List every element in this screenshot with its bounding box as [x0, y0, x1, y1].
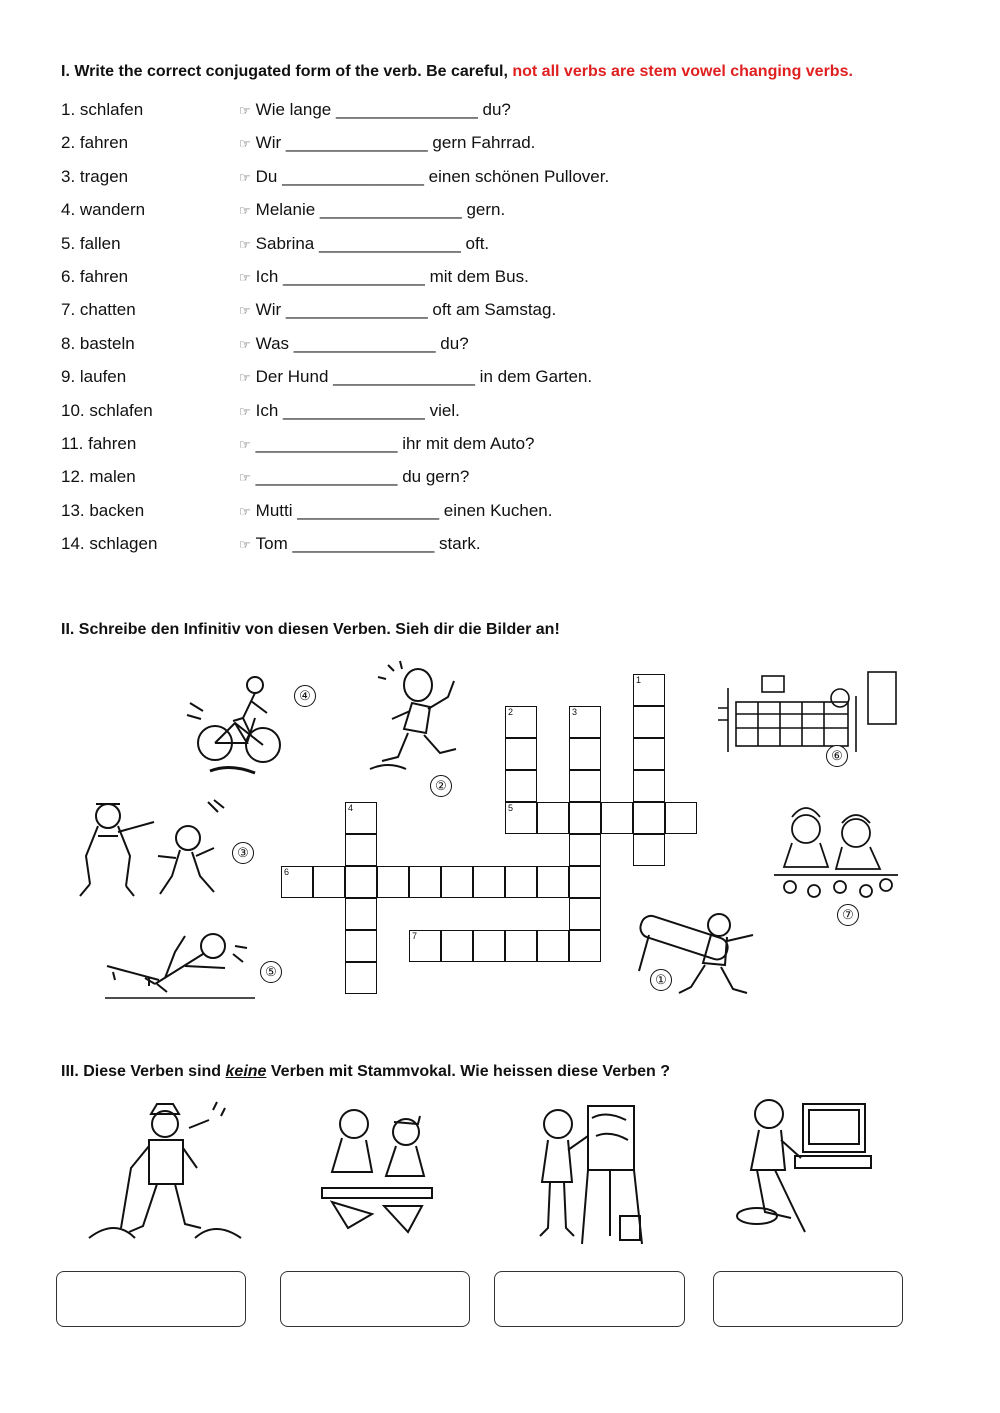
chatting-illustration: [735, 1094, 875, 1246]
crossword-cell[interactable]: [473, 930, 505, 962]
crossword-clue-number: 1: [636, 675, 642, 685]
crossword-cell[interactable]: [441, 930, 473, 962]
crossword-cell[interactable]: [345, 962, 377, 994]
crossword-cell[interactable]: [441, 866, 473, 898]
exercise-sentence[interactable]: Was _______________ du?: [255, 333, 469, 353]
exercise-verb: 3. tragen: [61, 166, 129, 186]
crossword-cell[interactable]: [505, 706, 537, 738]
crossword-cell[interactable]: [345, 866, 377, 898]
exercise-verb: 11. fahren: [61, 434, 137, 453]
section2-heading: [61, 621, 560, 639]
section1-title-warning: not all verbs are stem vowel changing verbs.: [512, 63, 853, 80]
exercise-sentence[interactable]: Tom _______________ stark.: [255, 534, 481, 554]
pointing-hand-icon: ☞: [239, 169, 251, 185]
section3-title-end: Verben mit Stammvokal. Wie heissen diese Verben ?: [266, 1063, 671, 1080]
answer-box-1[interactable]: [56, 1271, 246, 1327]
crafting-illustration: [312, 1102, 442, 1242]
pointing-hand-icon: ☞: [239, 270, 251, 285]
crossword-cell[interactable]: [537, 930, 569, 962]
exercise-sentence[interactable]: _______________ ihr mit dem Auto?: [255, 434, 535, 453]
crossword-cell[interactable]: [281, 866, 313, 898]
hitting-illustration: [68, 796, 228, 901]
answer-box-2[interactable]: [280, 1271, 470, 1327]
exercise-verb: 12. malen: [61, 467, 136, 487]
pointing-hand-icon: ☞: [239, 236, 251, 252]
crossword-cell[interactable]: [569, 706, 601, 738]
crossword-cell[interactable]: [633, 706, 665, 738]
exercise-sentence-wrap: [239, 367, 592, 387]
crossword-cell[interactable]: [633, 674, 665, 706]
exercise-verb: 13. backen: [61, 500, 145, 520]
crossword-cell[interactable]: [505, 930, 537, 962]
exercise-verb: 5. fallen: [61, 233, 121, 253]
sleeping-number: ⑥: [826, 745, 848, 767]
exercise-sentence-wrap: [239, 401, 460, 421]
cyclist-illustration: [185, 673, 290, 783]
exercise-verb: 1. schlafen: [61, 100, 144, 119]
exercise-sentence-wrap: [239, 434, 534, 454]
crossword-cell[interactable]: [377, 866, 409, 898]
pointing-hand-icon: ☞: [239, 136, 251, 152]
crossword-clue-number: 4: [348, 803, 354, 813]
crossword-cell[interactable]: [633, 770, 665, 802]
crossword-clue-number: 7: [412, 931, 418, 941]
exercise-sentence[interactable]: Ich _______________ viel.: [255, 400, 460, 420]
exercise-sentence-wrap: [239, 501, 552, 521]
crossword-cell[interactable]: [345, 834, 377, 866]
pointing-hand-icon: ☞: [239, 403, 251, 419]
exercise-sentence-wrap: [239, 267, 529, 287]
exercise-sentence[interactable]: Wir _______________ gern Fahrrad.: [255, 133, 536, 153]
hiking-illustration: [85, 1098, 245, 1248]
exercise-sentence[interactable]: Der Hund _______________ in dem Garten.: [255, 367, 593, 387]
crossword-cell[interactable]: [345, 930, 377, 962]
baking-number: ⑦: [837, 904, 859, 926]
exercise-verb: 2. fahren: [61, 133, 129, 153]
section1-title: I. Write the correct conjugated form of the verb. Be careful,: [61, 63, 513, 80]
exercise-verb: 8. basteln: [61, 333, 135, 353]
exercise-sentence-wrap: [239, 100, 511, 120]
pointing-hand-icon: ☞: [239, 503, 251, 519]
crossword-cell[interactable]: [409, 866, 441, 898]
answer-box-4[interactable]: [713, 1271, 903, 1327]
exercise-sentence[interactable]: Wir _______________ oft am Samstag.: [255, 300, 557, 320]
crossword-cell[interactable]: [569, 834, 601, 866]
crossword-clue-number: 3: [572, 707, 578, 717]
cyclist-number: ④: [294, 685, 316, 707]
pointing-hand-icon: ☞: [239, 336, 251, 352]
exercise-sentence[interactable]: _______________ du gern?: [255, 467, 470, 487]
crossword-cell[interactable]: [505, 770, 537, 802]
crossword-cell[interactable]: [569, 930, 601, 962]
crossword-cell[interactable]: [345, 898, 377, 930]
carrying-number: ①: [650, 969, 672, 991]
pointing-hand-icon: ☞: [239, 470, 251, 486]
crossword-cell[interactable]: [569, 866, 601, 898]
pointing-hand-icon: ☞: [239, 370, 251, 386]
falling-number: ⑤: [260, 961, 282, 983]
section3-heading: [61, 1063, 670, 1081]
exercise-sentence-wrap: [239, 534, 481, 554]
crossword-cell[interactable]: [569, 802, 601, 834]
crossword-cell[interactable]: [569, 770, 601, 802]
pointing-hand-icon: ☞: [239, 103, 251, 118]
exercise-sentence[interactable]: Sabrina _______________ oft.: [255, 233, 490, 253]
crossword-cell[interactable]: [409, 930, 441, 962]
exercise-sentence[interactable]: Mutti _______________ einen Kuchen.: [255, 500, 553, 520]
exercise-sentence-wrap: [239, 167, 609, 187]
crossword-clue-number: 5: [508, 803, 514, 813]
exercise-verb: 4. wandern: [61, 200, 146, 220]
crossword-cell[interactable]: [345, 802, 377, 834]
runner-number: ②: [430, 775, 452, 797]
section2-title: . Schreibe den Infinitiv von diesen Verben. Sieh dir die Bilder an!: [69, 621, 560, 638]
exercise-sentence-wrap: [239, 467, 469, 487]
crossword-cell[interactable]: [473, 866, 505, 898]
exercise-sentence-wrap: [239, 133, 535, 153]
exercise-sentence-wrap: [239, 234, 489, 254]
exercise-verb: 14. schlagen: [61, 534, 158, 554]
crossword-cell[interactable]: [601, 802, 633, 834]
crossword-cell[interactable]: [505, 866, 537, 898]
exercise-sentence-wrap: [239, 334, 469, 354]
crossword-clue-number: 6: [284, 867, 290, 877]
section3-title-start: III. Diese Verben sind: [61, 1063, 226, 1080]
pointing-hand-icon: ☞: [239, 537, 251, 553]
falling-illustration: [105, 922, 255, 1004]
sleeping-illustration: [718, 668, 898, 760]
runner-illustration: [368, 657, 476, 772]
crossword-clue-number: 2: [508, 707, 514, 717]
hitting-number: ③: [232, 842, 254, 864]
pointing-hand-icon: ☞: [239, 437, 251, 452]
exercise-sentence[interactable]: Wie lange _______________ du?: [255, 100, 511, 119]
exercise-sentence[interactable]: Du _______________ einen schönen Pullover.: [255, 166, 610, 186]
crossword-cell[interactable]: [537, 866, 569, 898]
crossword-cell[interactable]: [633, 738, 665, 770]
crossword-cell[interactable]: [505, 802, 537, 834]
painting-illustration: [526, 1096, 646, 1248]
pointing-hand-icon: ☞: [239, 303, 251, 319]
section2-title-roman: II: [61, 621, 70, 638]
crossword-cell[interactable]: [537, 802, 569, 834]
exercise-sentence-wrap: [239, 300, 556, 320]
crossword-cell[interactable]: [569, 738, 601, 770]
exercise-sentence[interactable]: Melanie _______________ gern.: [255, 200, 506, 220]
pointing-hand-icon: ☞: [239, 203, 251, 219]
exercise-sentence-wrap: [239, 200, 505, 220]
crossword-cell[interactable]: [633, 802, 665, 834]
baking-illustration: [770, 795, 900, 905]
exercise-verb: 10. schlafen: [61, 400, 153, 420]
crossword-cell[interactable]: [633, 834, 665, 866]
section1-heading: [61, 63, 853, 81]
crossword-cell[interactable]: [505, 738, 537, 770]
section3-title-emphasis: keine: [225, 1063, 267, 1080]
crossword-cell[interactable]: [665, 802, 697, 834]
crossword-cell[interactable]: [313, 866, 345, 898]
answer-box-3[interactable]: [494, 1271, 685, 1327]
exercise-verb: 7. chatten: [61, 300, 136, 320]
exercise-sentence[interactable]: Ich _______________ mit dem Bus.: [255, 267, 529, 286]
exercise-verb: 6. fahren: [61, 267, 129, 286]
crossword-cell[interactable]: [569, 898, 601, 930]
exercise-verb: 9. laufen: [61, 367, 127, 387]
